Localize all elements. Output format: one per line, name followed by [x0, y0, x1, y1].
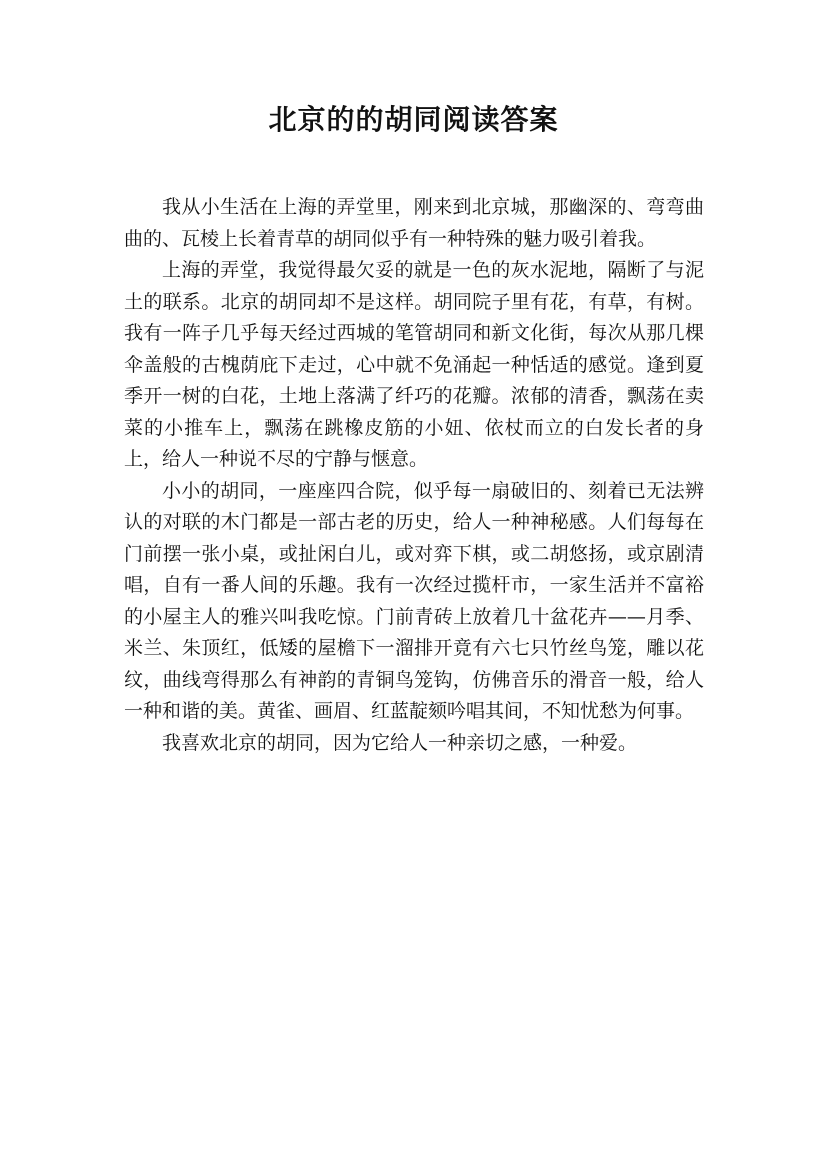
paragraph-4: 我喜欢北京的胡同，因为它给人一种亲切之感，一种爱。	[162, 731, 638, 754]
document-body	[124, 192, 704, 759]
paragraph-3: 小小的胡同，一座座四合院，似乎每一扇破旧的、刻着已无法辨认的对联的木门都是一部古老的历史，给人一种神秘感。人们每每在门前摆一张小桌，或扯闲白儿，或对弈下棋，或二胡悠扬，或京剧清唱，自有一番人间的乐趣。我有一次经过揽杆市，一家生活并不富裕的小屋主人的雅兴叫我吃惊。门前青砖上放着几十盆花卉——月季、米兰、朱顶红，低矮的屋檐下一溜排开竟有六七只竹丝鸟笼，雕以花纹，曲线弯得那么有神韵的青铜鸟笼钩，仿佛音乐的滑音一般，给人一种和谐的美。黄雀、画眉、红蓝靛颏吟唱其间，不知忧愁为何事。	[124, 479, 704, 722]
document-title: 北京的的胡同阅读答案	[268, 103, 559, 136]
paragraph-2: 上海的弄堂，我觉得最欠妥的就是一色的灰水泥地，隔断了与泥土的联系。北京的胡同却不是这样。胡同院子里有花，有草，有树。我有一阵子几乎每天经过西城的笔管胡同和新文化街，每次从那几棵伞盖般的古槐荫庇下走过，心中就不免涌起一种恬适的感觉。逢到夏季开一树的白花，土地上落满了纤巧的花瓣。浓郁的清香，飘荡在卖菜的小推车上，飘荡在跳橡皮筋的小妞、依杖而立的白发长者的身上，给人一种说不尽的宁静与惬意。	[124, 259, 704, 470]
paragraph-1: 我从小生活在上海的弄堂里，刚来到北京城，那幽深的、弯弯曲曲的、瓦棱上长着青草的胡同似乎有一种特殊的魅力吸引着我。	[124, 196, 704, 250]
